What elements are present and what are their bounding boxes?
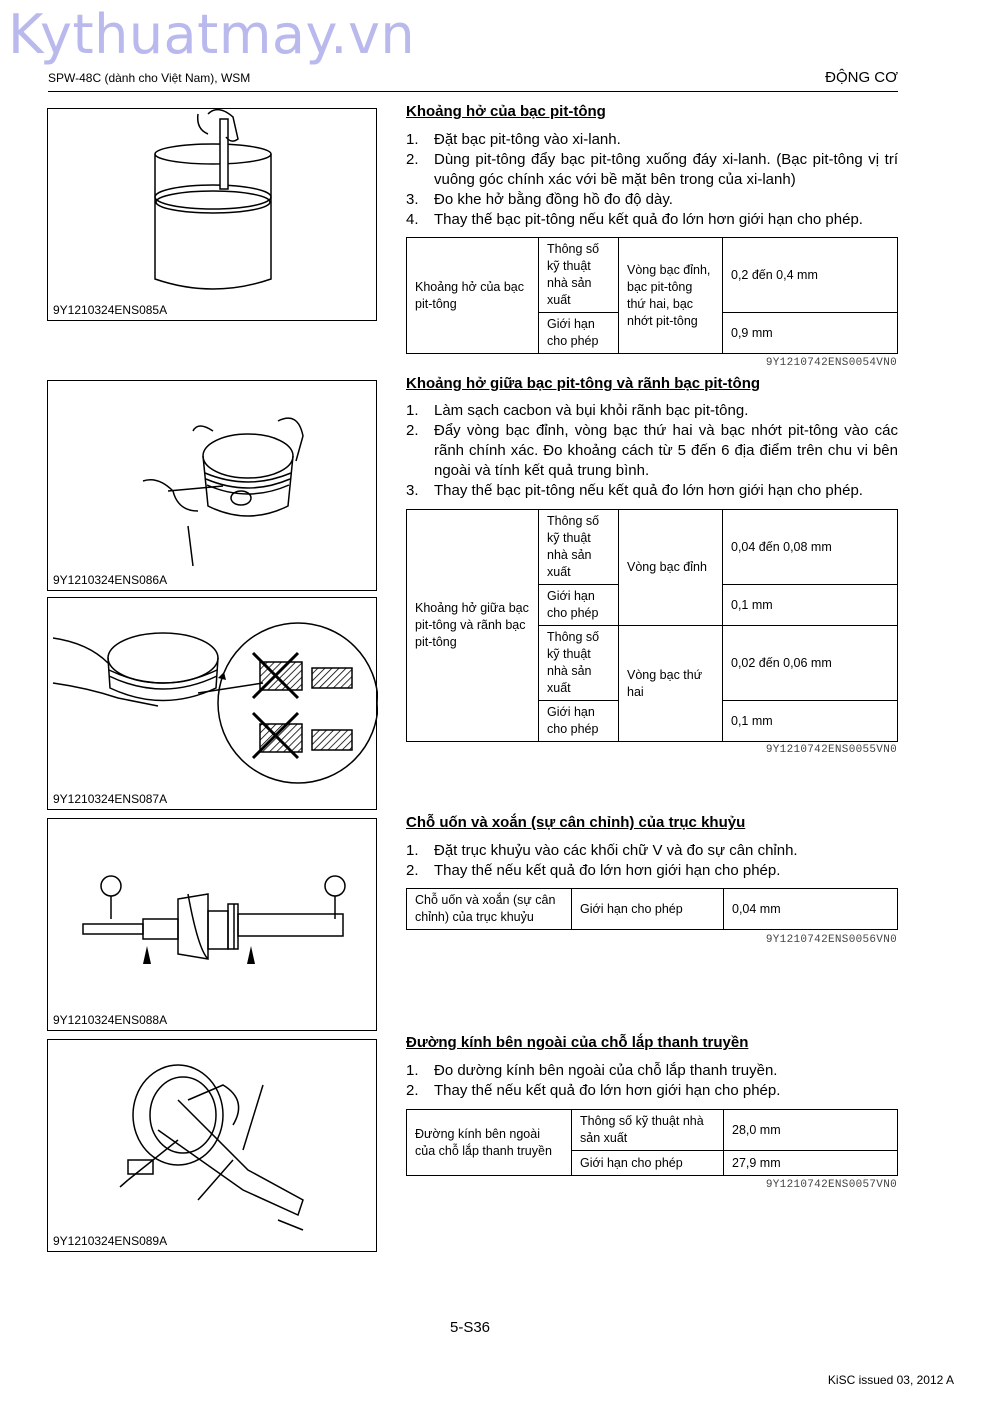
step-item: 4. Thay thế bạc pit-tông nếu kết quả đo lớn hơn giới hạn cho phép. [406,211,863,228]
limit-value-cell: 0,1 mm [723,585,898,626]
spec-label-cell: Thông số kỹ thuật nhà sản xuất [539,626,619,701]
step-item: 2. Thay thế nếu kết quả đo lớn hơn giới hạn cho phép. [406,862,781,879]
step-item: 1. Làm sạch cacbon và bụi khỏi rãnh bạc pit-tông. [406,402,749,419]
header-manual-title: SPW-48C (dành cho Việt Nam), WSM [48,71,251,85]
spec-value-cell: 0,04 đến 0,08 mm [723,510,898,585]
item-cell: Khoảng hở giữa bạc pit-tông và rãnh bạc pit-tông [407,510,539,742]
figure-crankshaft-alignment [47,818,377,1031]
limit-label-cell: Giới hạn cho phép [539,585,619,626]
doc-code: 9Y1210742ENS0055VN0 [765,744,897,756]
doc-code: 9Y1210742ENS0054VN0 [765,357,897,369]
limit-value-cell: 0,9 mm [723,313,898,354]
figure-ring-groove-detail [47,597,377,810]
part-cell: Vòng bạc thứ hai [619,626,723,742]
piston-feeler-illustration [48,381,378,592]
limit-label-cell: Giới hạn cho phép [539,313,619,354]
part-cell: Vòng bạc đỉnh, bạc pit-tông thứ hai, bạc nhớt pit-tông [619,238,723,354]
page-number: 5-S36 [450,1319,491,1336]
limit-value-cell: 27,9 mm [724,1151,898,1176]
section-title: Khoảng hở của bạc pit-tông [406,103,606,120]
watermark: Kythuatmay.vn [8,3,416,66]
item-cell: Đường kính bên ngoài của chỗ lắp thanh truyền [407,1110,572,1176]
crankpin-micrometer-illustration [48,1040,378,1253]
step-list [406,841,898,881]
spec-table [406,1109,898,1176]
spec-value-cell: 0,02 đến 0,06 mm [723,626,898,701]
figure-caption: 9Y1210324ENS087A [53,792,168,806]
spec-table [406,509,898,742]
spec-label-cell: Thông số kỹ thuật nhà sản xuất [539,510,619,585]
step-item: 3. Đo khe hở bằng đồng hồ đo độ dày. [406,191,673,208]
spec-table [406,888,898,930]
step-item: 1. Đặt trục khuỷu vào các khối chữ V và đo sự cân chỉnh. [406,842,798,859]
step-list [406,1061,898,1101]
step-item: 2. Dùng pit-tông đẩy bạc pit-tông xuống đáy xi-lanh. (Bạc pit-tông vị trí vuông góc chính xác với bề mặt bên trong của xi-lanh) [406,151,898,188]
step-item: 3. Thay thế bạc pit-tông nếu kết quả đo lớn hơn giới hạn cho phép. [406,482,863,499]
header-chapter: ĐỘNG CƠ [825,69,898,86]
step-item: 2. Thay thế nếu kết quả đo lớn hơn giới hạn cho phép. [406,1082,781,1099]
section-title: Chỗ uốn và xoắn (sự cân chỉnh) của trục khuỷu [406,814,746,831]
footer-issue: KiSC issued 03, 2012 A [827,1373,954,1387]
crankshaft-vblock-illustration [48,819,378,1032]
figure-crankpin-od [47,1039,377,1252]
spec-table [406,237,898,354]
figure-caption: 9Y1210324ENS085A [53,303,168,317]
figure-caption: 9Y1210324ENS089A [53,1234,168,1248]
step-item: 1. Đặt bạc pit-tông vào xi-lanh. [406,131,621,148]
doc-code: 9Y1210742ENS0056VN0 [765,934,897,946]
spec-label-cell: Thông số kỹ thuật nhà sản xuất [539,238,619,313]
piston-groove-detail-illustration [48,598,378,811]
item-cell: Chỗ uốn và xoắn (sự cân chỉnh) của trục khuỷu [407,889,572,930]
part-cell: Vòng bạc đỉnh [619,510,723,626]
section-title: Đường kính bên ngoài của chỗ lắp thanh truyền [406,1034,749,1051]
figure-ring-groove-gap [47,380,377,591]
limit-label-cell: Giới hạn cho phép [572,1151,724,1176]
limit-label-cell: Giới hạn cho phép [572,889,724,930]
step-list [406,130,898,230]
step-list [406,401,898,501]
step-item: 1. Đo dường kính bên ngoài của chỗ lắp thanh truyền. [406,1062,778,1079]
step-item: 2. Đẩy vòng bạc đỉnh, vòng bạc thứ hai và bạc nhớt pit-tông vào các rãnh chính xác. Đo khoảng cách từ 5 đến 6 địa điểm trên chu vi bên ngoài và tính kết quả trung bình. [406,422,898,479]
limit-value-cell: 0,1 mm [723,701,898,742]
limit-value-cell: 0,04 mm [724,889,898,930]
limit-label-cell: Giới hạn cho phép [539,701,619,742]
cylinder-feeler-illustration [48,109,378,322]
spec-label-cell: Thông số kỹ thuật nhà sản xuất [572,1110,724,1151]
header-rule [48,91,898,92]
spec-value-cell: 28,0 mm [724,1110,898,1151]
doc-code: 9Y1210742ENS0057VN0 [765,1179,897,1191]
figure-ring-gap [47,108,377,321]
spec-value-cell: 0,2 đến 0,4 mm [723,238,898,313]
item-cell: Khoảng hở của bạc pit-tông [407,238,539,354]
figure-caption: 9Y1210324ENS086A [53,573,168,587]
section-title: Khoảng hở giữa bạc pit-tông và rãnh bạc pit-tông [406,375,761,392]
figure-caption: 9Y1210324ENS088A [53,1013,168,1027]
